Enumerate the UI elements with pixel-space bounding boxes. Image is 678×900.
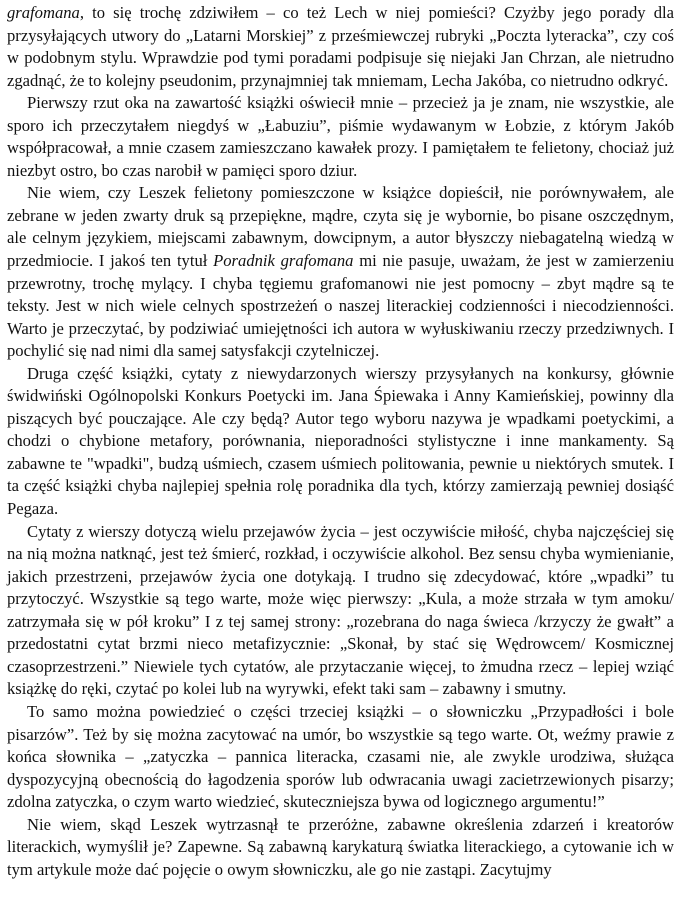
paragraph-7 xyxy=(7,814,674,882)
paragraph-text: Nie wiem, skąd Leszek wytrzasnął te przeróżne, zabawne określenia zdarzeń i kreatorów literackich, wymyślił je? Zapewne. Są zabawną karykaturą światka literackiego, a cytowanie ich w tym artykule może dać pojęcie o owym słowniczku, ale go nie zastąpi. Zacytujmy xyxy=(7,814,674,879)
paragraph-text: To samo można powiedzieć o części trzeciej książki – o słowniczku „Przypadłości i bole pisarzów”. Też by się można zacytować na umór, bo wszystkie są tego warte. Ot, weźmy prawie z końca słownika – „zatyczka – pannica literacka, czasami nie, ale zwykle urodziwa, służąca dyspozycyjną obecnością do łagodzenia sporów lub odwracania uwagi zacietrzewionych pisarzy; zdolna zatyczka, o czym warto wiedzieć, skuteczniejsza bywa od logicznego argumentu!” xyxy=(7,701,674,812)
paragraph-2 xyxy=(7,92,674,182)
paragraph-text: , to się trochę zdziwiłem – co też Lech w niej pomieści? Czyżby jego porady dla przysyłających utwory do „Latarni Morskiej” z prześmiewczej rubryki „Poczta lyteracka”, czy coś w podobnym stylu. Wprawdzie pod tymi poradami podpisuje się niejaki Jan Chrzan, ale nietrudno zgadnąć, że to kolejny pseudonim, przynajmniej tak mniemam, Lecha Jakóba, co nietrudno odkryć. xyxy=(7,3,674,90)
paragraph-6 xyxy=(7,701,674,814)
italic-book-title: Poradnik grafomana xyxy=(213,251,354,271)
paragraph-text: Pierwszy rzut oka na zawartość książki oświecił mnie – przecież ja je znam, nie wszystkie, ale sporo ich przeczytałem niegdyś w „Łabuziu”, piśmie wydawanym w Łobzie, z którym Jakób współpracował, a mnie czasem zamieszczano kawałek prozy. I pamiętałem te felietony, chociaż już niezbyt ostro, bo czas narobił w pamięci sporo dziur. xyxy=(7,93,674,180)
paragraph-4 xyxy=(7,363,674,521)
paragraph-1 xyxy=(7,2,674,92)
paragraph-text: Nie wiem, czy Leszek felietony pomieszczone w książce dopieścił, nie porównywałem, ale zebrane w jeden zwarty druk są przepiękne, mądre, czyta się je wybornie, bo pisane oszczędnym, ale celnym językiem, miejscami zabawnym, dowcipnym, a autor błyszczy niebagatelną wiedzą w przedmiocie. I jakoś ten tytuł xyxy=(7,183,674,271)
paragraph-text: mi nie pasuje, uważam, że jest w zamierzeniu przewrotny, trochę mylący. I chyba tęgiemu grafomanowi nie jest pomocny – zbyt mądre są te teksty. Jest w nich wiele celnych spostrzeżeń o naszej literackiej codzienności i niecodzienności. Warto je przeczytać, by podziwiać umiejętności ich autora w wyłuskiwaniu rzeczy przedziwnych. I pochylić się nad nimi dla samej satysfakcji czytelniczej. xyxy=(7,251,674,361)
paragraph-text: Cytaty z wierszy dotyczą wielu przejawów życia – jest oczywiście miłość, chyba najczęściej się na nią można natknąć, jest też śmierć, rozkład, i oczywiście alkohol. Bez sensu chyba wymienianie, jakich przestrzeni, przejawów życia one dotykają. I trudno się zdecydować, które „wpadki” tu przytoczyć. Wszystkie są tego warte, może więc pierwszy: „Kula, a może strzała w tym amoku/ zatrzymała się w pół kroku” I z tej samej strony: „rozebrana do naga świeca /krzyczy że gwałt” a przedostatni cytat brzmi nieco metafizycznie: „Skonał, by stać się Wędrowcem/ Kosmicznej czasoprzestrzeni.” Niewiele tych cytatów, ale przytaczanie więcej, to żmudna rzecz – lepiej wziąć książkę do ręki, czytać po kolei lub na wyrywki, efekt taki sam – zabawny i smutny. xyxy=(7,521,674,699)
italic-book-title: grafomana xyxy=(7,3,80,22)
paragraph-5 xyxy=(7,521,674,701)
paragraph-3 xyxy=(7,182,674,362)
paragraph-text: Druga część książki, cytaty z niewydarzonych wierszy przysyłanych na konkursy, głównie świdwiński Ogólnopolski Konkurs Poetycki im. Jana Śpiewaka i Anny Kamieńskiej, powinny dla piszących być pouczające. Ale czy będą? Autor tego wyboru nazywa je wpadkami poetyckimi, a chodzi o chybione metafory, porównania, nieporadności stylistyczne i inne mankamenty. Są zabawne te "wpadki", budzą uśmiech, czasem uśmiech politowania, pewnie u niektórych smutek. I ta część książki chyba najlepiej spełnia rolę poradnika dla tych, którzy zamierzają pewniej dosiąść Pegaza. xyxy=(7,363,674,519)
